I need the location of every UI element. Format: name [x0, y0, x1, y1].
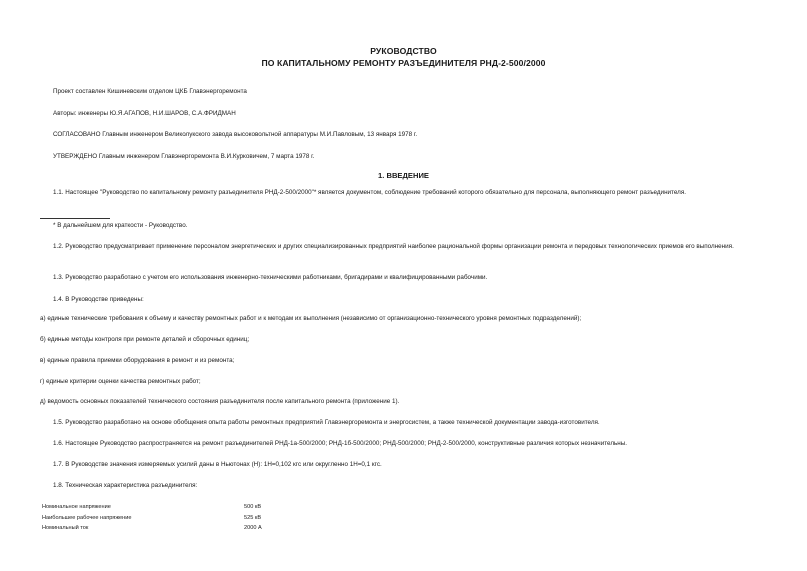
list-item-d: г) единые критерии оценки качества ремонтных работ; — [40, 378, 201, 385]
spec-value: 2000 А — [244, 525, 262, 531]
list-item-e: д) ведомость основных показателей технического состояния разъединителя после капитального ремонта (приложение 1). — [40, 398, 400, 405]
authors: Авторы: инженеры Ю.Я.АГАПОВ, Н.И.ШАРОВ, С.А.ФРИДМАН — [53, 110, 236, 117]
approval-note: УТВЕРЖДЕНО Главным инженером Главэнергоремонта В.И.Курковичем, 7 марта 1978 г. — [53, 153, 315, 160]
spec-table — [42, 504, 342, 536]
spec-row — [42, 504, 342, 515]
paragraph-1-8: 1.8. Техническая характеристика разъединителя: — [53, 482, 198, 489]
project-authorship: Проект составлен Кишиневским отделом ЦКБ Главэнергоремонта — [53, 88, 247, 95]
document-title-line-2: ПО КАПИТАЛЬНОМУ РЕМОНТУ РАЗЪЕДИНИТЕЛЯ РНД-2-500/2000 — [261, 58, 546, 68]
spec-name: Номинальное напряжение — [42, 504, 111, 510]
footnote: * В дальнейшем для краткости - Руководство. — [53, 222, 188, 229]
spec-row — [42, 515, 342, 526]
paragraph-1-7: 1.7. В Руководстве значения измеряемых усилий даны в Ньютонах (Н): 1Н=0,102 кгс или округленно 1Н=0,1 кгс. — [53, 461, 382, 468]
section-heading: 1. ВВЕДЕНИЕ — [378, 171, 429, 180]
agreement-note: СОГЛАСОВАНО Главным инженером Великолукского завода высоковольтной аппаратуры М.И.Павловым, 13 января 1978 г. — [53, 131, 418, 138]
spec-value: 500 кВ — [244, 504, 262, 510]
footnote-divider — [40, 218, 110, 219]
list-item-a: а) единые технические требования к объему и качеству ремонтных работ и к методам их выполнения (независимо от организационно-технического уровня ремонтных подразделений); — [40, 315, 582, 322]
list-item-c: в) единые правила приемки оборудования в ремонт и из ремонта; — [40, 357, 235, 364]
paragraph-1-1: 1.1. Настоящее "Руководство по капитальному ремонту разъединителя РНД-2-500/2000"* является документом, соблюдение требований которого обязательно для персонала, выполняющего ремонт разъединителя. — [53, 189, 687, 196]
document-title-line-1: РУКОВОДСТВО — [370, 46, 437, 56]
paragraph-1-5: 1.5. Руководство разработано на основе обобщения опыта работы ремонтных предприятий Главэнергоремонта и энергосистем, а также технической документации завода-изготовителя. — [53, 419, 600, 426]
spec-value: 525 кВ — [244, 514, 262, 521]
paragraph-1-2: 1.2. Руководство предусматривает применение персоналом энергетических и других специализированных предприятий наиболее рациональной формы организации ремонта и передовых технологических приемов его выполнения. — [53, 243, 734, 250]
paragraph-1-4: 1.4. В Руководстве приведены: — [53, 296, 144, 303]
spec-name: Наибольшее рабочее напряжение — [42, 514, 132, 521]
spec-row — [42, 525, 342, 536]
list-item-b: б) единые методы контроля при ремонте деталей и сборочных единиц; — [40, 336, 250, 343]
spec-name: Номинальный ток — [42, 525, 89, 531]
paragraph-1-6: 1.6. Настоящее Руководство распространяется на ремонт разъединителей РНД-1а-500/2000; РНД-1б-500/2000; РНД-500/2000; РНД-2-500/2000, конструктивные различия которых незначительны. — [53, 440, 628, 447]
paragraph-1-3: 1.3. Руководство разработано с учетом его использования инженерно-техническими работниками, бригадирами и квалифицированными рабочими. — [53, 274, 488, 281]
